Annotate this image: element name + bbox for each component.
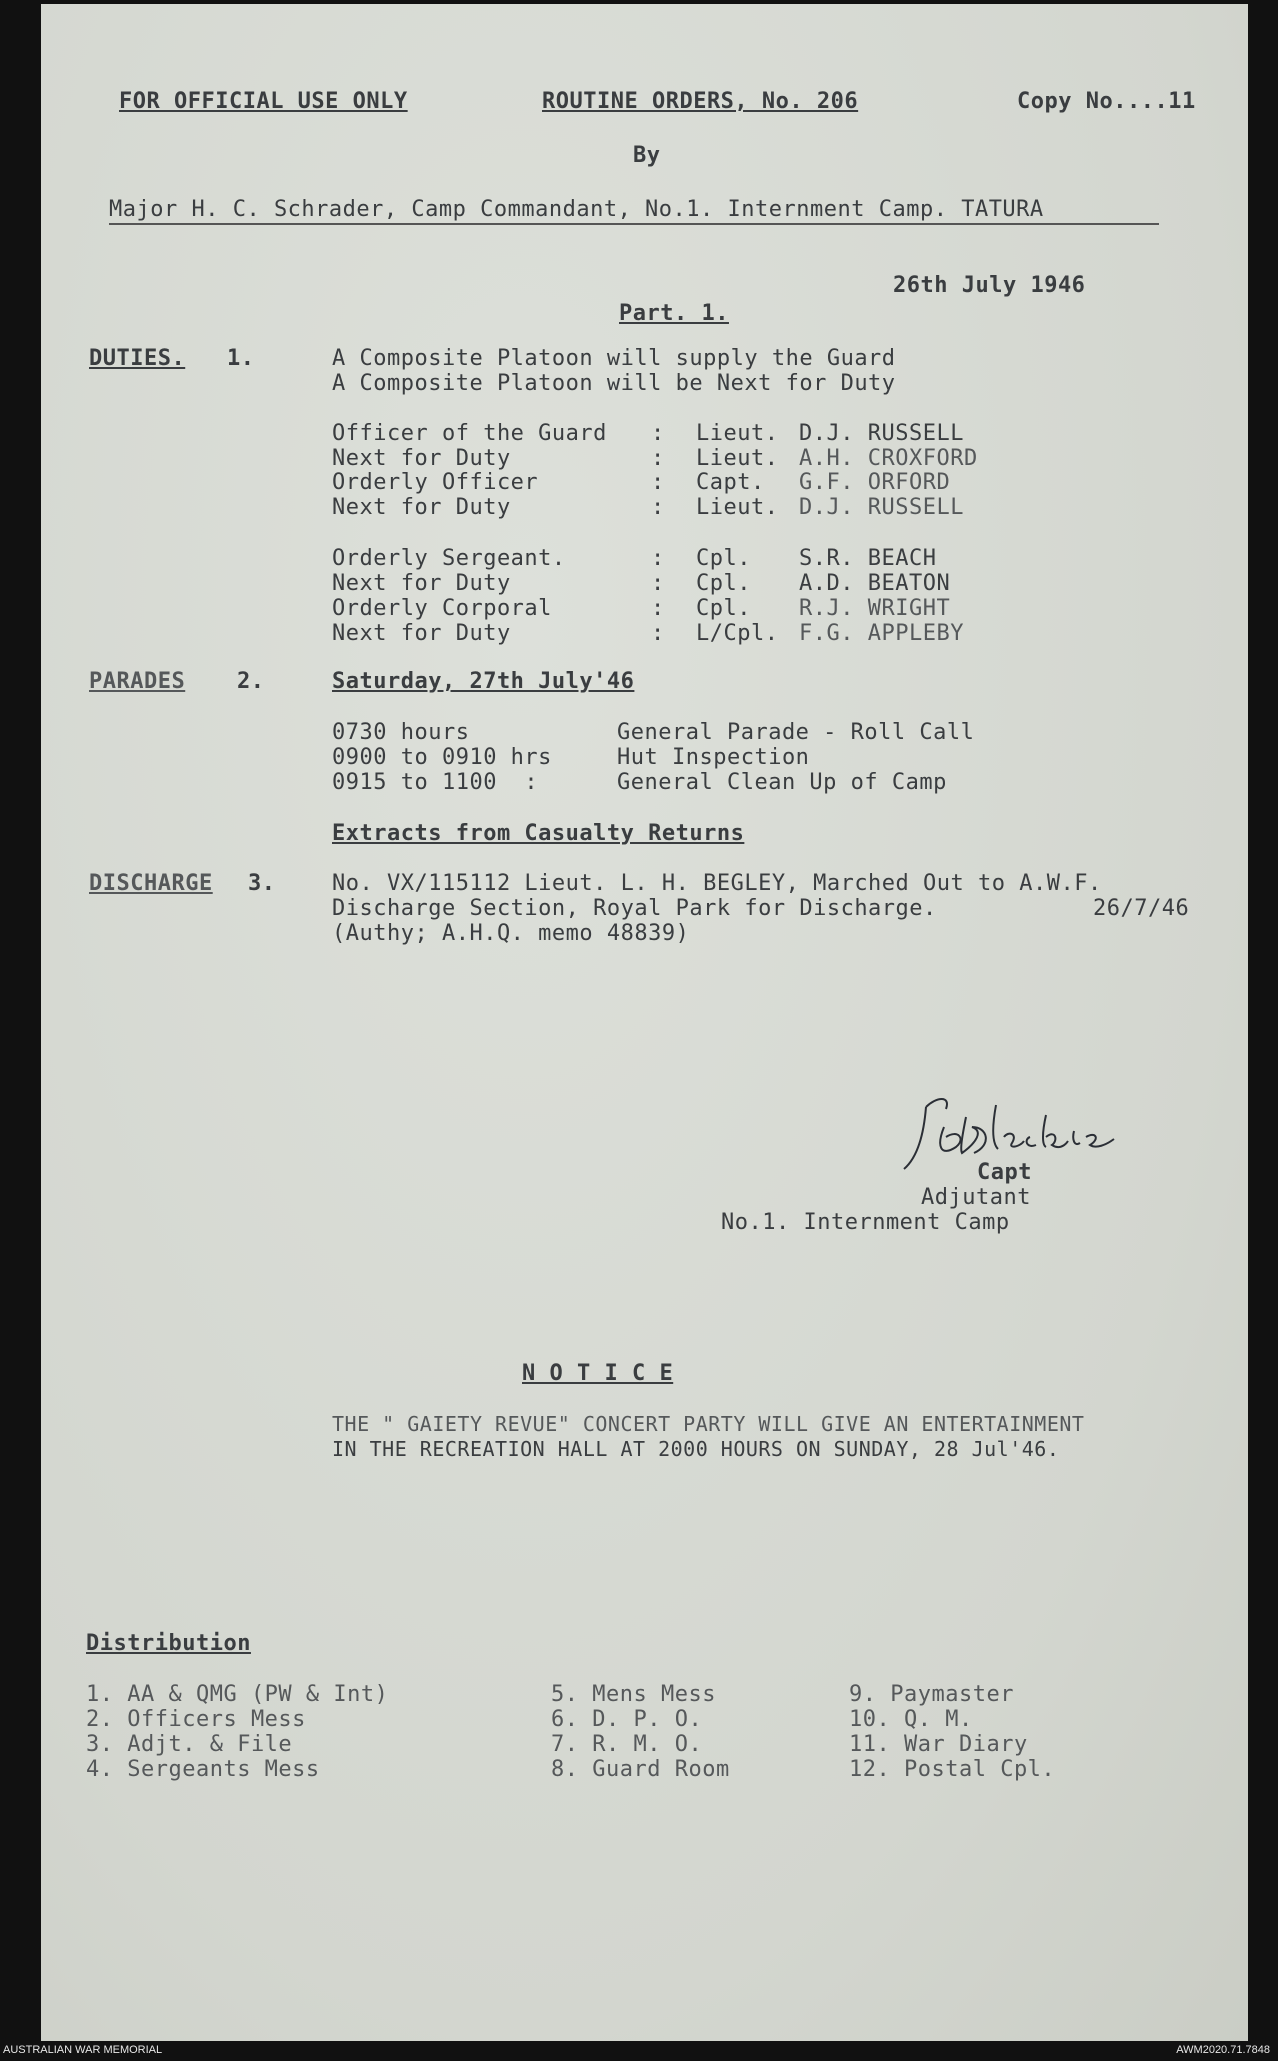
notice-heading: N O T I C E [522,1361,674,1386]
roster-role: Orderly Officer [332,470,539,495]
roster-sep: : [651,470,665,495]
distribution-item: 3. Adjt. & File [86,1732,293,1757]
copy-number: Copy No....11 [1017,89,1196,114]
roster-name: S.R. BEACH [799,546,937,571]
commander-underline [109,223,1159,225]
roster-name: D.J. RUSSELL [799,495,964,520]
distribution-item: 7. R. M. O. [551,1732,703,1757]
distribution-item: 9. Paymaster [849,1682,1014,1707]
discharge-line-2: Discharge Section, Royal Park for Discharge. [332,896,937,921]
orders-title: ROUTINE ORDERS, No. 206 [542,89,859,114]
signatory-rank: Capt [977,1160,1032,1185]
roster-role: Next for Duty [332,571,511,596]
parade-activity: General Parade - Roll Call [617,720,975,745]
roster-sep: : [651,446,665,471]
duties-number: 1. [227,346,255,371]
roster-rank: Lieut. [696,446,779,471]
discharge-line-3: (Authy; A.H.Q. memo 48839) [332,921,690,946]
roster-role: Orderly Sergeant. [332,546,566,571]
discharge-date: 26/7/46 [1093,896,1190,921]
roster-role: Next for Duty [332,446,511,471]
roster-sep: : [651,571,665,596]
roster-sep: : [651,495,665,520]
part-heading: Part. 1. [619,301,729,326]
roster-rank: Cpl. [696,571,751,596]
roster-sep: : [651,546,665,571]
distribution-item: 1. AA & QMG (PW & Int) [86,1682,389,1707]
signatory-unit: No.1. Internment Camp [721,1210,1010,1235]
roster-rank: Cpl. [696,596,751,621]
discharge-line-1: No. VX/115112 Lieut. L. H. BEGLEY, Marched Out to A.W.F. [332,871,1102,896]
parades-day: Saturday, 27th July'46 [332,669,635,694]
distribution-item: 2. Officers Mess [86,1707,306,1732]
duties-line-1: A Composite Platoon will supply the Guard [332,346,896,371]
roster-rank: Lieut. [696,495,779,520]
roster-name: F.G. APPLEBY [799,621,964,646]
discharge-number: 3. [248,871,276,896]
parade-activity: Hut Inspection [617,745,810,770]
duties-line-2: A Composite Platoon will be Next for Duty [332,371,896,396]
extracts-heading: Extracts from Casualty Returns [332,821,745,846]
parade-time: 0730 hours [332,720,470,745]
roster-name: D.J. RUSSELL [799,421,964,446]
roster-sep: : [651,621,665,646]
archive-reference: AWM2020.71.7848 [1176,2044,1270,2056]
roster-role: Officer of the Guard [332,421,607,446]
parade-time: 0900 to 0910 hrs [332,745,552,770]
classification: FOR OFFICIAL USE ONLY [119,89,408,114]
order-date: 26th July 1946 [893,273,1086,298]
commander-line: Major H. C. Schrader, Camp Commandant, No.1. Internment Camp. TATURA [109,197,1044,222]
distribution-item: 6. D. P. O. [551,1707,703,1732]
distribution-item: 10. Q. M. [849,1707,973,1732]
archive-credit: AUSTRALIAN WAR MEMORIAL [3,2044,163,2056]
roster-role: Next for Duty [332,495,511,520]
roster-rank: Cpl. [696,546,751,571]
duties-heading: DUTIES. [89,346,186,371]
distribution-heading: Distribution [86,1631,251,1656]
notice-line-2: IN THE RECREATION HALL AT 2000 HOURS ON SUNDAY, 28 Jul'46. [332,1437,1060,1461]
roster-name: A.D. BEATON [799,571,951,596]
parades-heading: PARADES [89,669,186,694]
distribution-item: 4. Sergeants Mess [86,1757,320,1782]
parade-time: 0915 to 1100 : [332,770,539,795]
distribution-item: 11. War Diary [849,1732,1028,1757]
distribution-item: 8. Guard Room [551,1757,730,1782]
by-label: By [633,143,661,168]
document-page [41,4,1248,2041]
roster-rank: Capt. [696,470,765,495]
distribution-item: 5. Mens Mess [551,1682,716,1707]
roster-rank: Lieut. [696,421,779,446]
parade-activity: General Clean Up of Camp [617,770,947,795]
roster-name: R.J. WRIGHT [799,596,951,621]
roster-sep: : [651,421,665,446]
roster-role: Next for Duty [332,621,511,646]
roster-name: G.F. ORFORD [799,470,951,495]
roster-rank: L/Cpl. [696,621,779,646]
distribution-item: 12. Postal Cpl. [849,1757,1056,1782]
roster-sep: : [651,596,665,621]
notice-line-1: THE " GAIETY REVUE" CONCERT PARTY WILL GIVE AN ENTERTAINMENT [332,1412,1085,1436]
discharge-heading: DISCHARGE [89,871,213,896]
roster-name: A.H. CROXFORD [799,446,978,471]
roster-role: Orderly Corporal [332,596,552,621]
signatory-title: Adjutant [921,1185,1031,1210]
parades-number: 2. [237,669,265,694]
